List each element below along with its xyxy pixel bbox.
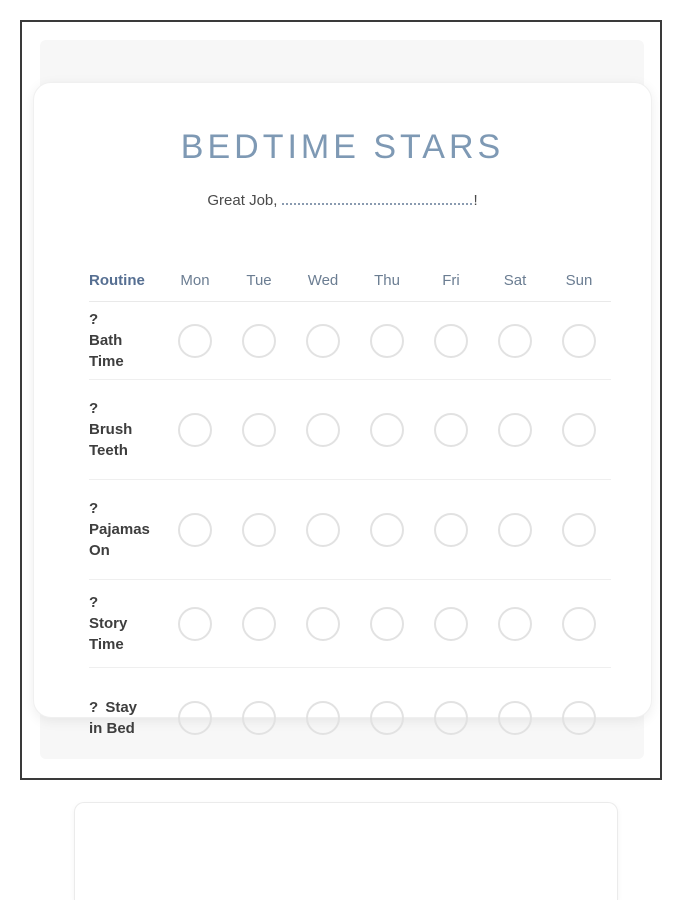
day-checkbox-circle[interactable] xyxy=(434,324,468,358)
day-cell xyxy=(291,701,355,735)
routine-label xyxy=(89,592,138,655)
day-cell xyxy=(227,607,291,641)
day-checkbox-circle[interactable] xyxy=(242,701,276,735)
greeting-suffix: ! xyxy=(473,192,478,209)
day-cell xyxy=(227,324,291,358)
day-checkbox-circle[interactable] xyxy=(498,701,532,735)
day-checkbox-circle[interactable] xyxy=(370,701,404,735)
day-cell xyxy=(547,413,611,447)
day-checkbox-circle[interactable] xyxy=(242,607,276,641)
day-checkbox-circle[interactable] xyxy=(178,701,212,735)
routine-name: Bath Time xyxy=(89,332,124,370)
day-checkbox-circle[interactable] xyxy=(306,607,340,641)
day-checkbox-circle[interactable] xyxy=(498,607,532,641)
day-cell xyxy=(355,413,419,447)
day-cell xyxy=(419,324,483,358)
day-cell xyxy=(163,513,227,547)
routine-label xyxy=(89,697,138,739)
routine-label xyxy=(89,398,138,461)
day-checkbox-circle[interactable] xyxy=(178,413,212,447)
greeting-prefix: Great Job, xyxy=(207,192,278,209)
day-checkbox-circle[interactable] xyxy=(370,513,404,547)
day-cell xyxy=(483,607,547,641)
routine-label-cell xyxy=(89,498,163,561)
day-cell xyxy=(163,607,227,641)
routine-row xyxy=(89,668,611,768)
day-cell xyxy=(547,513,611,547)
day-cell xyxy=(483,513,547,547)
day-checkbox-circle[interactable] xyxy=(498,324,532,358)
day-cell xyxy=(291,513,355,547)
day-cell xyxy=(419,607,483,641)
day-checkbox-circle[interactable] xyxy=(370,413,404,447)
day-checkbox-circle[interactable] xyxy=(562,607,596,641)
day-cell xyxy=(547,607,611,641)
day-checkbox-circle[interactable] xyxy=(178,607,212,641)
day-checkbox-circle[interactable] xyxy=(498,413,532,447)
day-header-cell: Mon xyxy=(180,272,210,289)
routine-row xyxy=(89,480,611,580)
day-cell xyxy=(483,413,547,447)
routine-name: Brush Teeth xyxy=(89,421,133,459)
greeting-line xyxy=(34,191,651,210)
day-checkbox-circle[interactable] xyxy=(306,413,340,447)
day-cell xyxy=(355,701,419,735)
day-checkbox-circle[interactable] xyxy=(498,513,532,547)
day-cell xyxy=(227,413,291,447)
printable-page-2-preview xyxy=(74,802,618,900)
day-cell xyxy=(227,701,291,735)
routine-label-cell xyxy=(89,697,163,739)
day-checkbox-circle[interactable] xyxy=(306,701,340,735)
routine-name: Pajamas On xyxy=(89,521,150,559)
emoji-placeholder-icon: ? xyxy=(89,699,99,716)
routine-label-cell xyxy=(89,398,163,461)
routine-label xyxy=(89,309,138,372)
day-checkbox-circle[interactable] xyxy=(242,413,276,447)
routine-row xyxy=(89,580,611,668)
day-cell xyxy=(419,701,483,735)
routine-label-cell xyxy=(89,592,163,655)
emoji-placeholder-icon: ? xyxy=(89,500,99,517)
day-cell xyxy=(547,701,611,735)
day-cell xyxy=(483,701,547,735)
day-checkbox-circle[interactable] xyxy=(242,324,276,358)
day-checkbox-circle[interactable] xyxy=(306,324,340,358)
routine-name: Story Time xyxy=(89,615,128,653)
day-checkbox-circle[interactable] xyxy=(242,513,276,547)
routine-table xyxy=(89,260,611,768)
day-checkbox-circle[interactable] xyxy=(434,513,468,547)
day-cell xyxy=(419,413,483,447)
day-cell xyxy=(355,513,419,547)
day-cell xyxy=(163,324,227,358)
day-cell xyxy=(163,413,227,447)
day-checkbox-circle[interactable] xyxy=(562,324,596,358)
day-header-cell: Tue xyxy=(246,272,272,289)
day-cell xyxy=(355,324,419,358)
printable-page-1 xyxy=(20,20,662,780)
day-cell xyxy=(163,701,227,735)
header-row xyxy=(89,260,611,302)
day-checkbox-circle[interactable] xyxy=(562,513,596,547)
day-cell xyxy=(291,413,355,447)
day-checkbox-circle[interactable] xyxy=(434,413,468,447)
day-header-cell: Thu xyxy=(374,272,400,289)
day-checkbox-circle[interactable] xyxy=(178,513,212,547)
day-header-cell: Fri xyxy=(442,272,460,289)
day-checkbox-circle[interactable] xyxy=(562,413,596,447)
day-cell xyxy=(227,513,291,547)
routine-header-cell: Routine xyxy=(89,272,145,289)
day-header-cell: Sun xyxy=(565,272,593,289)
day-cell xyxy=(483,324,547,358)
day-header-cell: Wed xyxy=(307,272,339,289)
day-checkbox-circle[interactable] xyxy=(434,607,468,641)
day-cell xyxy=(355,607,419,641)
day-cell xyxy=(419,513,483,547)
routine-label-cell xyxy=(89,309,163,372)
chart-title: BEDTIME STARS xyxy=(180,128,505,166)
day-header-cell: Sat xyxy=(503,272,527,289)
day-checkbox-circle[interactable] xyxy=(370,607,404,641)
day-checkbox-circle[interactable] xyxy=(306,513,340,547)
day-checkbox-circle[interactable] xyxy=(434,701,468,735)
day-cell xyxy=(291,324,355,358)
name-blank-line xyxy=(282,192,472,205)
day-cell xyxy=(291,607,355,641)
emoji-placeholder-icon: ? xyxy=(89,400,99,417)
day-checkbox-circle[interactable] xyxy=(370,324,404,358)
emoji-placeholder-icon: ? xyxy=(89,594,99,611)
routine-row xyxy=(89,380,611,480)
day-cell xyxy=(547,324,611,358)
routine-table-body xyxy=(89,302,611,768)
emoji-placeholder-icon: ? xyxy=(89,311,99,328)
routine-label xyxy=(89,498,150,561)
day-checkbox-circle[interactable] xyxy=(178,324,212,358)
routine-row xyxy=(89,302,611,380)
routine-name: Stay in Bed xyxy=(89,699,138,737)
bedtime-chart-card xyxy=(33,82,652,737)
day-checkbox-circle[interactable] xyxy=(562,701,596,735)
